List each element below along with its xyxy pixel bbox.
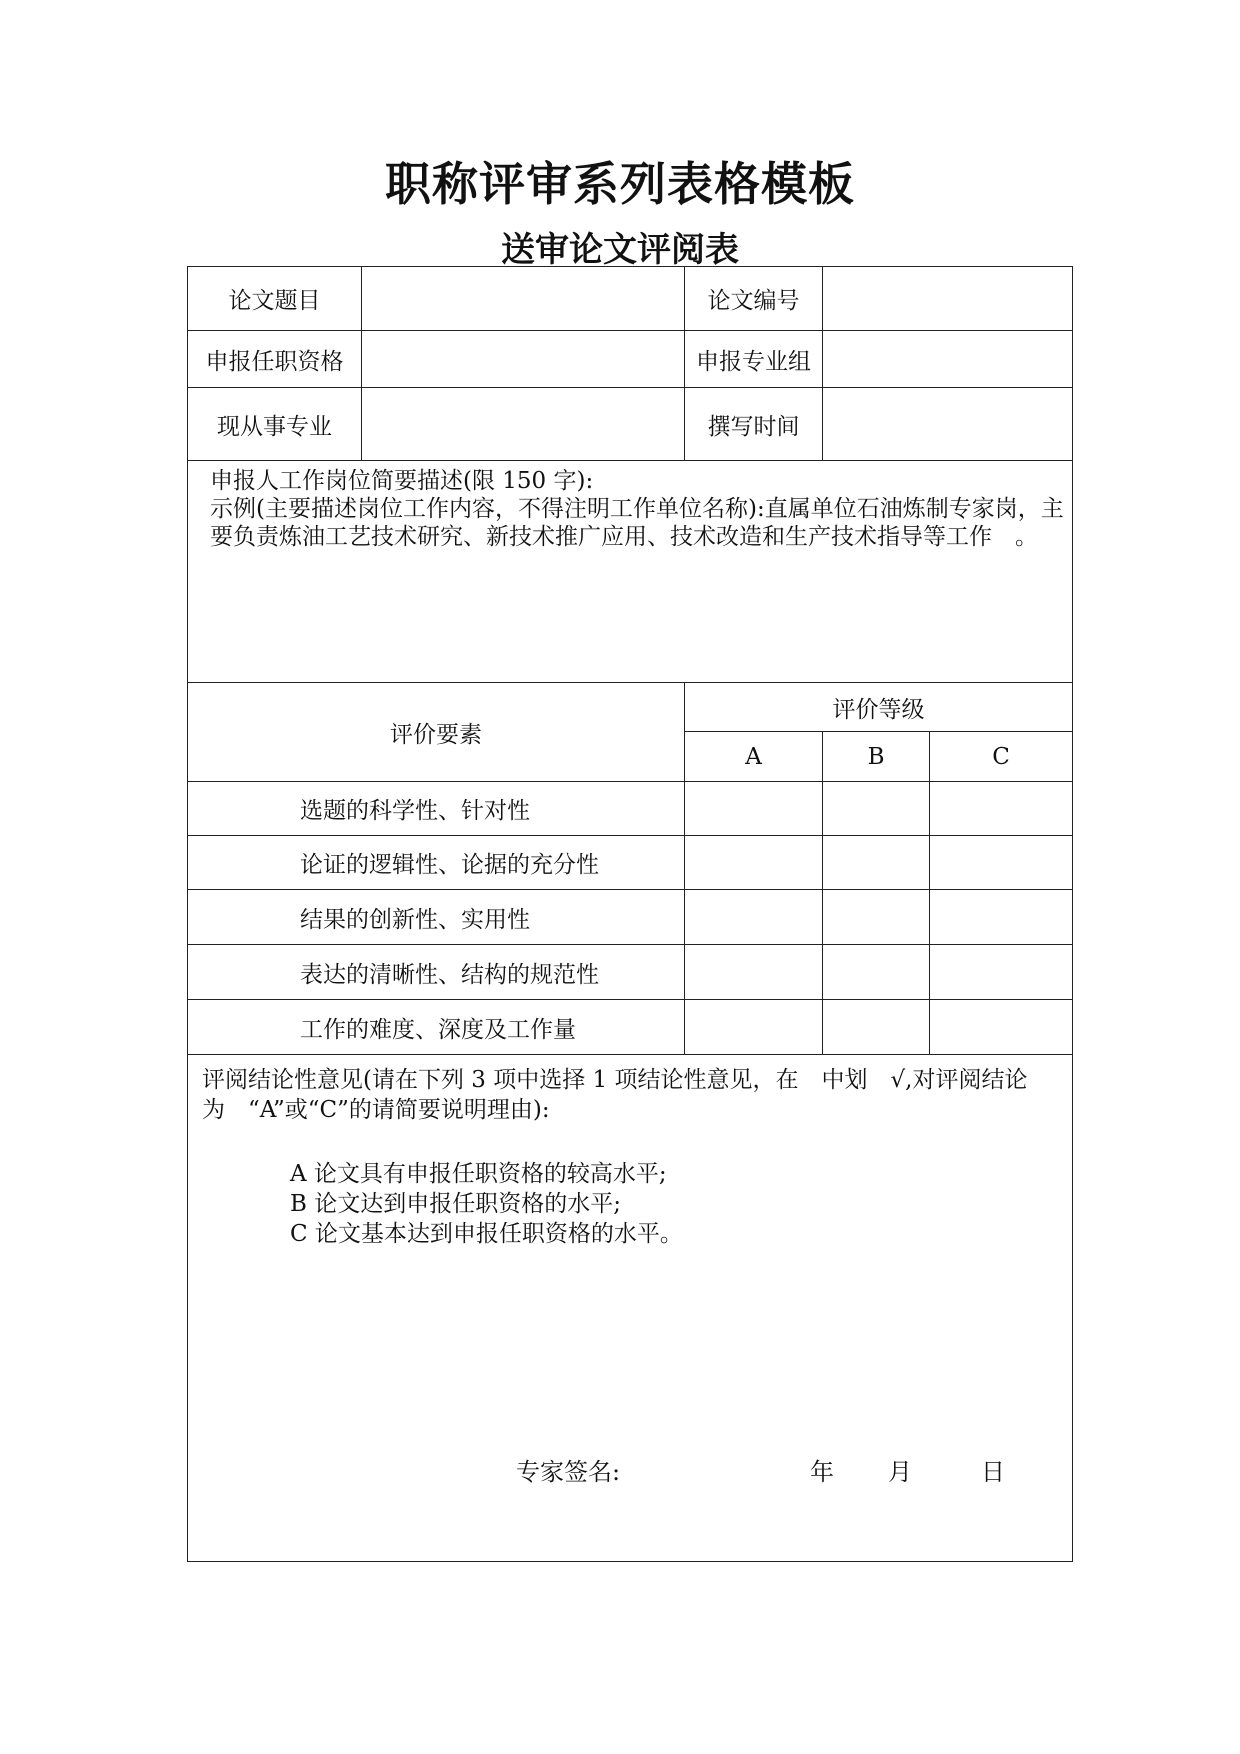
- label-current-specialty: 现从事专业: [188, 388, 362, 461]
- factor-label: 结果的创新性、实用性: [188, 890, 685, 945]
- thesis-number-field[interactable]: [823, 267, 1073, 331]
- grade-a-cell[interactable]: [685, 1000, 823, 1055]
- grade-b-cell[interactable]: [823, 945, 930, 1000]
- label-qualification: 申报任职资格: [188, 331, 362, 388]
- job-description-cell[interactable]: [188, 461, 1073, 683]
- factor-label: 论证的逻辑性、论据的充分性: [188, 836, 685, 890]
- qualification-field[interactable]: [362, 331, 685, 388]
- factor-row: [188, 782, 1073, 836]
- grade-c-cell[interactable]: [930, 1000, 1073, 1055]
- factor-header: 评价要素: [188, 683, 685, 782]
- grade-b-cell[interactable]: [823, 1000, 930, 1055]
- option-a: A 论文具有申报任职资格的较高水平;: [290, 1161, 667, 1187]
- specialty-group-field[interactable]: [823, 331, 1073, 388]
- evaluation-header-row: [188, 683, 1073, 732]
- info-row: [188, 331, 1073, 388]
- label-specialty-group: 申报专业组: [685, 331, 823, 388]
- signature-label: 专家签名:: [516, 1458, 621, 1486]
- conclusion-row: [188, 1055, 1073, 1562]
- month-label: 月: [888, 1458, 912, 1486]
- factor-row: [188, 890, 1073, 945]
- option-c: C 论文基本达到申报任职资格的水平。: [290, 1221, 683, 1247]
- grade-header: 评价等级: [685, 683, 1073, 732]
- conclusion-cell[interactable]: [188, 1055, 1073, 1562]
- label-writing-time: 撰写时间: [685, 388, 823, 461]
- form-subtitle: 送审论文评阅表: [501, 230, 739, 270]
- grade-c-cell[interactable]: [930, 945, 1073, 1000]
- year-label: 年: [810, 1458, 834, 1486]
- label-thesis-number: 论文编号: [685, 267, 823, 331]
- factor-row: [188, 945, 1073, 1000]
- description-heading: 申报人工作岗位简要描述(限 150 字):: [210, 468, 594, 494]
- writing-time-field[interactable]: [823, 388, 1073, 461]
- factor-label: 选题的科学性、针对性: [188, 782, 685, 836]
- description-example: 示例(主要描述岗位工作内容，不得注明工作单位名称):直属单位石油炼制专家岗，主要负责炼油工艺技术研究、新技术推广应用、技术改造和生产技术指导等工作 。: [210, 496, 1064, 550]
- grade-a-header: A: [685, 732, 823, 782]
- grade-a-cell[interactable]: [685, 782, 823, 836]
- page-title: 职称评审系列表格模板: [385, 157, 855, 211]
- grade-b-header: B: [823, 732, 930, 782]
- grade-a-cell[interactable]: [685, 836, 823, 890]
- factor-label: 工作的难度、深度及工作量: [188, 1000, 685, 1055]
- option-b: B 论文达到申报任职资格的水平;: [290, 1191, 621, 1217]
- grade-c-cell[interactable]: [930, 890, 1073, 945]
- current-specialty-field[interactable]: [362, 388, 685, 461]
- conclusion-options: [202, 1159, 1058, 1249]
- factor-label: 表达的清晰性、结构的规范性: [188, 945, 685, 1000]
- thesis-title-field[interactable]: [362, 267, 685, 331]
- factor-row: [188, 836, 1073, 890]
- grade-c-cell[interactable]: [930, 836, 1073, 890]
- grade-a-cell[interactable]: [685, 890, 823, 945]
- grade-c-header: C: [930, 732, 1073, 782]
- grade-b-cell[interactable]: [823, 836, 930, 890]
- info-row: [188, 267, 1073, 331]
- description-row: [188, 461, 1073, 683]
- grade-c-cell[interactable]: [930, 782, 1073, 836]
- conclusion-instruction: 评阅结论性意见(请在下列 3 项中选择 1 项结论性意见，在 中划 √,对评阅结论为 “A”或“C”的请简要说明理由):: [202, 1067, 1028, 1123]
- day-label: 日: [981, 1458, 1005, 1486]
- info-row: [188, 388, 1073, 461]
- grade-a-cell[interactable]: [685, 945, 823, 1000]
- grade-b-cell[interactable]: [823, 782, 930, 836]
- label-thesis-title: 论文题目: [188, 267, 362, 331]
- factor-row: [188, 1000, 1073, 1055]
- review-form-table: [187, 266, 1073, 1562]
- grade-b-cell[interactable]: [823, 890, 930, 945]
